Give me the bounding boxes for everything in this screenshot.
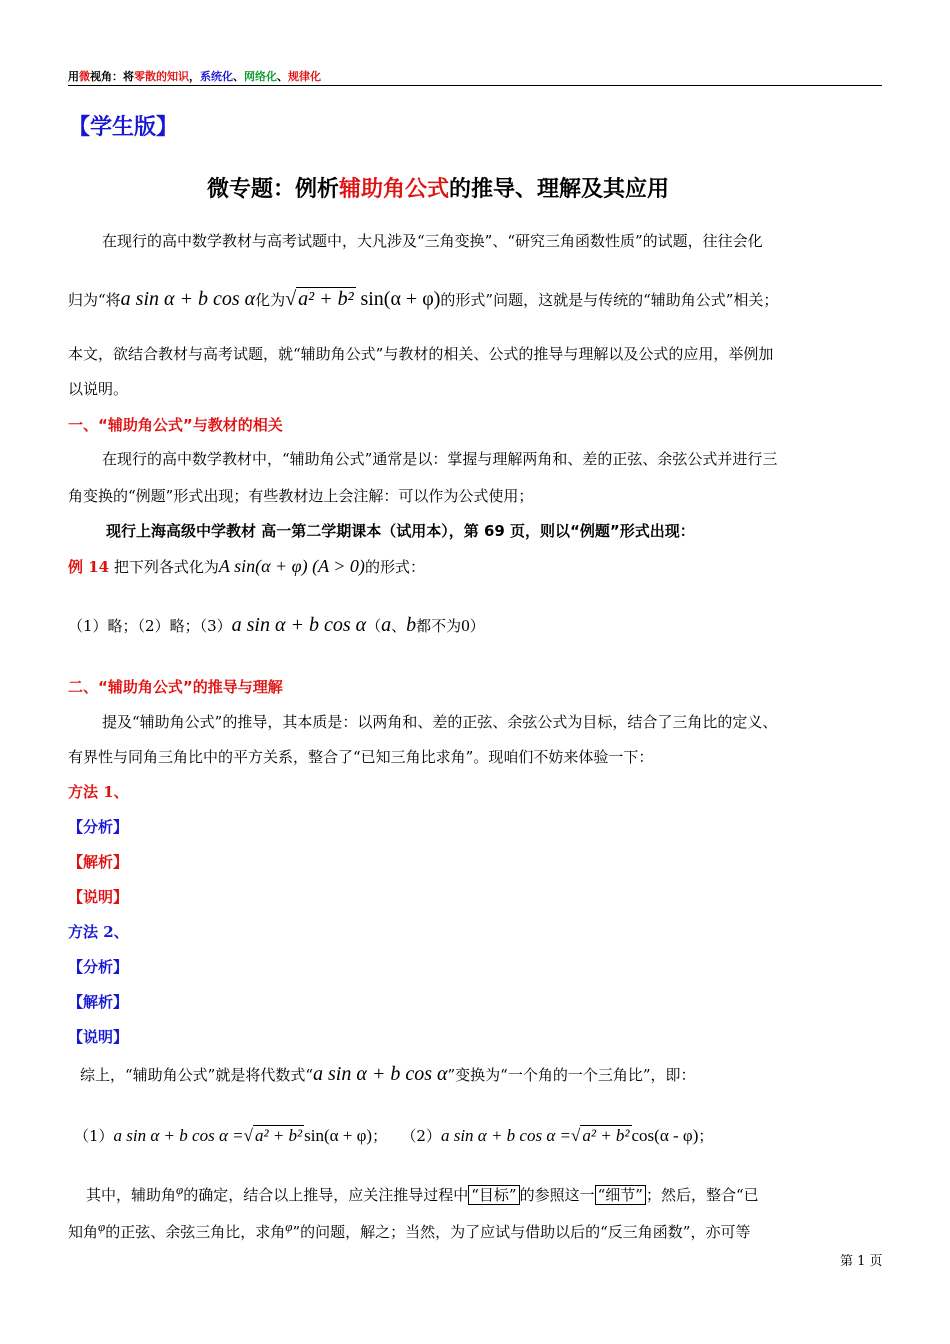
page-title	[207, 172, 669, 203]
text: ；	[372, 1127, 388, 1145]
sqrt-formula: a² + b²	[298, 288, 354, 310]
section-paragraph-line: 在现行的高中数学教材中，“辅助角公式”通常是以：掌握与理解两角和、差的正弦、余弦公式并进行三	[102, 450, 778, 468]
text: （1）略；（2）略；（3）	[68, 617, 232, 635]
closing-line	[68, 1219, 750, 1242]
example-items	[68, 614, 485, 637]
variable: a	[381, 614, 392, 636]
section-paragraph-line: 提及“辅助角公式”的推导，其本质是：以两角和、差的正弦、余弦公式为目标，结合了三角比的定义、	[102, 713, 778, 731]
text: 综上，“辅助角公式”就是将代数式“	[80, 1066, 314, 1084]
intro-line: 在现行的高中数学教材与高考试题中，大凡涉及“三角变换”、“研究三角函数性质”的试题，往往会化	[102, 232, 763, 250]
phi-symbol: φ	[176, 1182, 184, 1197]
title-text: 的推导、理解及其应用	[449, 177, 670, 202]
sqrt-sign: √	[285, 288, 297, 310]
header-text: 、	[277, 70, 288, 83]
section-heading: 二、“辅助角公式”的推导与理解	[68, 678, 283, 696]
header-text: 网络化	[244, 70, 277, 83]
formula: a sin α + b cos α	[231, 614, 367, 636]
section-paragraph-line: 角变换的“例题”形式出现；有些教材边上会注解：可以作为公式使用；	[68, 487, 534, 505]
example-label: 例 14	[68, 558, 110, 576]
closing-line	[86, 1182, 759, 1205]
text: ）	[469, 617, 485, 635]
formula: sin(α + φ)	[304, 1126, 373, 1145]
sqrt-sign: √	[243, 1126, 253, 1145]
variable: b	[406, 614, 417, 636]
header-divider	[68, 85, 882, 86]
phi-symbol: φ	[98, 1219, 106, 1234]
phi-symbol: φ	[285, 1219, 293, 1234]
text: 把下列各式化为	[113, 558, 219, 576]
title-text: 微专题：例析	[207, 177, 340, 202]
solution-label: 【解析】	[68, 993, 129, 1011]
formula: a sin α + b cos α =	[440, 1126, 571, 1145]
formula: a sin α + b cos α	[120, 288, 256, 310]
text: ；	[698, 1127, 714, 1145]
solution-label: 【解析】	[68, 853, 129, 871]
page-number: 第 1 页	[840, 1254, 883, 1269]
header-text: ，	[189, 70, 200, 83]
analysis-label: 【分析】	[68, 958, 129, 976]
formula-label: （2）	[401, 1127, 441, 1145]
summary-line	[80, 1063, 696, 1086]
header-text: 系统化	[200, 70, 233, 83]
text: 归为“将	[68, 291, 121, 309]
text: 的正弦、余弦三角比，求角	[105, 1223, 286, 1241]
formula: A sin(α + φ) (A > 0)	[218, 556, 365, 576]
sqrt-sign: √	[571, 1126, 581, 1145]
method-label: 方法 2、	[68, 923, 129, 941]
method-label: 方法 1、	[68, 783, 129, 801]
text: 的确定，结合以上推导，应关注推导过程中	[183, 1186, 469, 1204]
text: 的参照这一	[519, 1186, 595, 1204]
text: 化为	[255, 291, 286, 309]
boxed-term: “目标”	[468, 1185, 519, 1205]
header-text: 微	[79, 70, 90, 83]
textbook-note: 现行上海高级中学教材 高一第二学期课本（试用本），第 69 页，则以“例题”形式出现：	[106, 522, 695, 540]
header-text: 规律化	[288, 70, 321, 83]
analysis-label: 【分析】	[68, 818, 129, 836]
header-text: 零散的知识	[134, 70, 189, 83]
formula: sin(α + φ)	[360, 288, 441, 310]
intro-line	[68, 287, 778, 311]
sqrt-formula: a² + b²	[582, 1126, 630, 1145]
text: 都不为	[416, 617, 462, 635]
text: ”变换为“一个角的一个三角比”，即：	[447, 1066, 696, 1084]
running-header	[68, 68, 321, 84]
text: 、	[391, 617, 407, 635]
example-line	[68, 556, 425, 577]
text: 的形式：	[364, 558, 425, 576]
formula-label: （1）	[74, 1127, 114, 1145]
header-text: 用	[68, 70, 79, 83]
formula-line	[74, 1125, 713, 1146]
header-text: 视角：将	[90, 70, 134, 83]
sqrt-formula: a² + b²	[254, 1126, 303, 1145]
title-highlight: 辅助角公式	[339, 177, 450, 202]
boxed-term: “细节”	[595, 1185, 646, 1205]
formula: a sin α + b cos α =	[113, 1126, 244, 1145]
note-label: 【说明】	[68, 888, 129, 906]
note-label: 【说明】	[68, 1028, 129, 1046]
version-tag: 【学生版】	[68, 115, 179, 140]
text: 的形式”问题，这就是与传统的“辅助角公式”相关；	[440, 291, 779, 309]
section-paragraph-line: 有界性与同角三角比中的平方关系，整合了“已知三角比求角”。现咱们不妨来体验一下：	[68, 748, 654, 766]
intro-line: 以说明。	[68, 380, 129, 398]
number: 0	[461, 616, 470, 635]
text: 知角	[68, 1223, 99, 1241]
formula: cos(α - φ)	[631, 1126, 699, 1145]
text: ”的问题，解之；当然，为了应试与借助以后的“反三角函数”，亦可等	[292, 1223, 751, 1241]
header-text: 、	[233, 70, 244, 83]
formula: a sin α + b cos α	[313, 1063, 448, 1085]
text: 其中，辅助角	[86, 1186, 177, 1204]
intro-line: 本文，欲结合教材与高考试题，就“辅助角公式”与教材的相关、公式的推导与理解以及公式的应用，举例加	[68, 345, 774, 363]
text: ；然后，整合“已	[645, 1186, 759, 1204]
section-heading: 一、“辅助角公式”与教材的相关	[68, 416, 283, 434]
text: （	[366, 617, 382, 635]
